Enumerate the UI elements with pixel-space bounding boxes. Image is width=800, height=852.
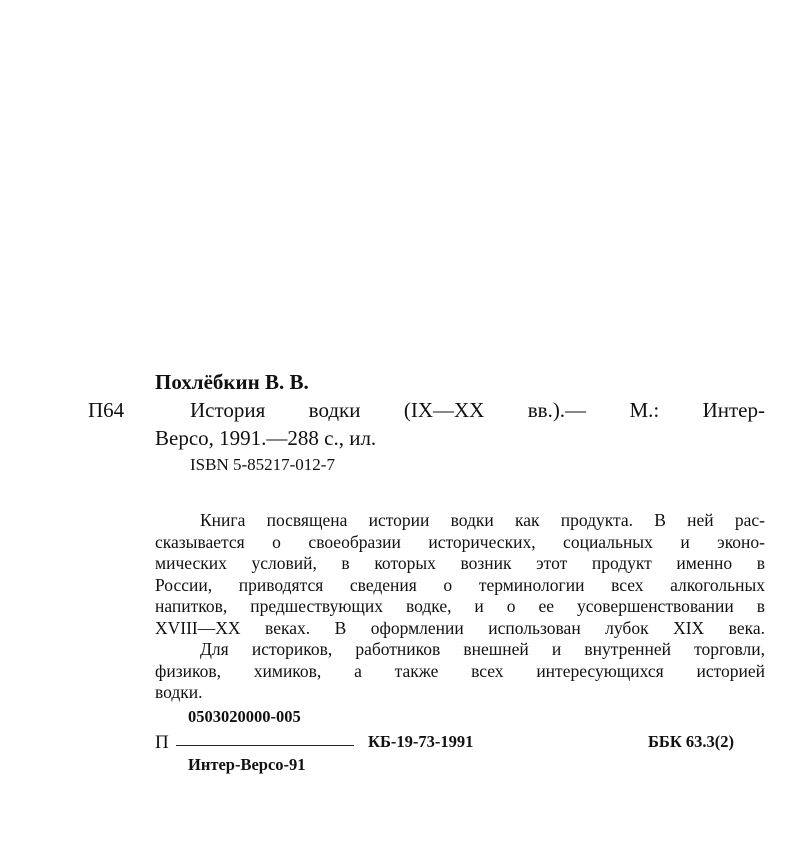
abstract-line: сказывается о своеобразии исторических, социальных и эконо- xyxy=(155,531,765,552)
abstract-line: России, приводятся сведения о терминологии всех алкогольных xyxy=(155,574,765,595)
abstract-line: водки. xyxy=(155,682,203,702)
title-line-2: Версо, 1991.—288 с., ил. xyxy=(155,426,377,450)
imprint-bbk: ББК 63.3(2) xyxy=(648,732,735,751)
abstract-line: напитков, предшествующих водке, и о ее усовершенствовании в xyxy=(155,596,765,616)
abstract-line: физиков, химиков, а также всех интересующихся историей xyxy=(155,660,765,681)
abstract-line: мических условий, в которых возник этот продукт именно в xyxy=(155,553,765,573)
classification-code: П64 xyxy=(88,398,125,422)
abstract-line: XVIII—XX веках. В оформлении использован лубок XIX века. xyxy=(155,617,765,638)
title-line-1: История водки (IX—XX вв.).— М.: Интер- xyxy=(190,398,765,422)
author: Похлёбкин В. В. xyxy=(155,370,309,394)
isbn: ISBN 5-85217-012-7 xyxy=(190,455,335,474)
imprint-kb: КБ-19-73-1991 xyxy=(368,732,474,751)
imprint-denominator: Интер-Версо-91 xyxy=(188,755,306,774)
abstract-line: Книга посвящена истории водки как продукта. В ней рас- xyxy=(200,510,765,530)
imprint-numerator: 0503020000-005 xyxy=(188,707,301,726)
abstract-line: Для историков, работников внешней и внутренней торговли, xyxy=(200,639,765,659)
fraction-rule xyxy=(176,745,354,746)
imprint-prefix: П xyxy=(155,732,169,753)
